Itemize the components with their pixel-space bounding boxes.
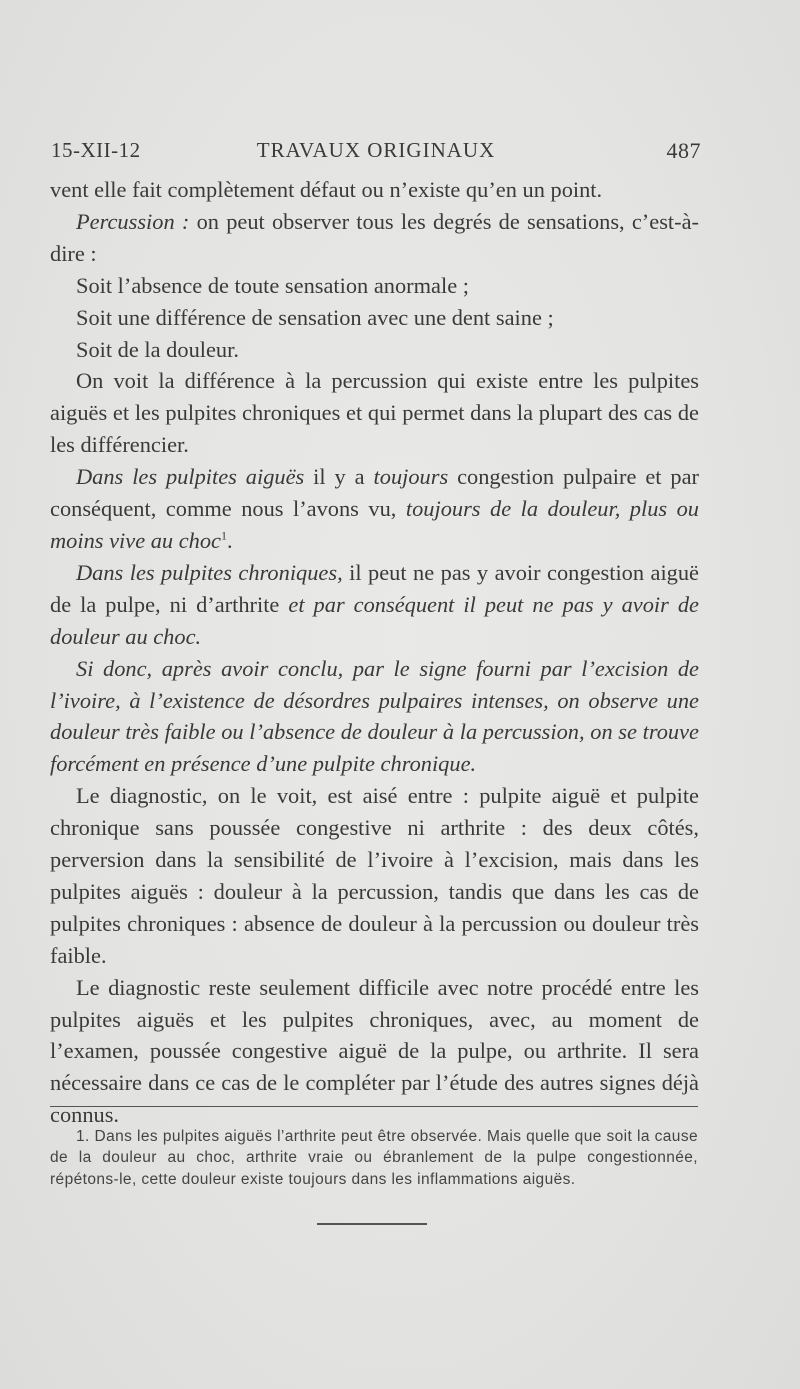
text-run: Soit de la douleur. bbox=[76, 336, 239, 362]
paragraph bbox=[50, 365, 699, 461]
italic-text: Dans les pulpites chroniques, bbox=[76, 559, 343, 585]
running-header bbox=[51, 138, 701, 168]
paragraph bbox=[50, 461, 699, 557]
footnote-reference: 1 bbox=[220, 528, 227, 543]
footnote-separator bbox=[50, 1106, 698, 1107]
text-run: congestion pulpaire et par conséquent, comme nous l’avons vu, bbox=[50, 464, 699, 522]
text-run: Le diagnostic, on le voit, est aisé entre : pulpite aiguë et pulpite chronique sans poussée congestive ni arthrite : des deux côtés, perversion dans la sensibilité de l’ivoire à l’excision, mais dans les pulpites aiguës : douleur à la percussion, tandis que dans les cas de pulpites chroniques : absence de douleur à la percussion ou douleur très faible. bbox=[50, 783, 699, 968]
header-section-title: TRAVAUX ORIGINAUX bbox=[256, 138, 496, 162]
italic-text: et par conséquent il peut ne pas y avoir de douleur au choc. bbox=[50, 591, 699, 649]
text-run: il peut ne pas y avoir congestion aiguë de la pulpe, ni d’arthrite bbox=[50, 559, 700, 617]
paragraph bbox=[50, 270, 699, 302]
text-run: Soit une différence de sensation avec une dent saine ; bbox=[76, 304, 554, 330]
italic-text: Dans les pulpites aiguës bbox=[76, 464, 305, 490]
paragraph bbox=[50, 174, 699, 206]
paragraph bbox=[50, 780, 699, 971]
paragraph bbox=[50, 334, 699, 366]
text-run: vent elle fait complètement défaut ou n’existe qu’en un point. bbox=[50, 177, 603, 202]
paragraph bbox=[50, 972, 699, 1132]
text-run: On voit la différence à la percussion qui existe entre les pulpites aiguës et les pulpites chroniques et qui permet dans la plupart des cas de les différencier. bbox=[50, 368, 699, 458]
main-text bbox=[50, 174, 699, 1131]
header-date: 15-XII-12 bbox=[51, 138, 141, 162]
text-run: Le diagnostic reste seulement difficile avec notre procédé entre les pulpites aiguës et les pulpites chroniques, avec, au moment de l’examen, poussée congestive aiguë de la pulpe, ou arthrite. Il sera nécessaire dans ce cas de le compléter par l’étude des autres signes déjà connus. bbox=[50, 974, 699, 1128]
italic-text: Si donc, après avoir conclu, par le signe fourni par l’excision de l’ivoire, à l’existence de désordres pulpaires intenses, on observe une douleur très faible ou l’absence de douleur à la percussion, on se trouve forcément en présence d’une pulpite chronique. bbox=[50, 655, 699, 777]
text-run: . bbox=[226, 527, 233, 553]
footnote-text: 1. Dans les pulpites aiguës l’arthrite peut être observée. Mais quelle que soit la cause de la douleur au choc, arthrite vraie ou ébranlement de la pulpe congestionnée, répétons-le, cette douleur existe toujours dans les inflammations aiguës. bbox=[50, 1128, 698, 1188]
text-run: il y a bbox=[304, 464, 374, 490]
paragraph bbox=[50, 557, 699, 653]
paragraph bbox=[50, 653, 699, 781]
text-run: Soit l’absence de toute sensation anormale ; bbox=[76, 272, 469, 298]
footnote bbox=[50, 1126, 698, 1190]
italic-text: toujours bbox=[373, 464, 449, 490]
italic-text: toujours de la douleur, plus ou moins vive au choc bbox=[50, 496, 699, 553]
paragraph bbox=[50, 206, 699, 270]
page-number: 487 bbox=[666, 138, 701, 163]
paragraph bbox=[50, 302, 699, 334]
italic-text: Percussion : bbox=[76, 208, 190, 234]
text-run: on peut observer tous les degrés de sensations, c’est-à-dire : bbox=[50, 208, 699, 266]
end-of-page-rule bbox=[317, 1223, 427, 1225]
